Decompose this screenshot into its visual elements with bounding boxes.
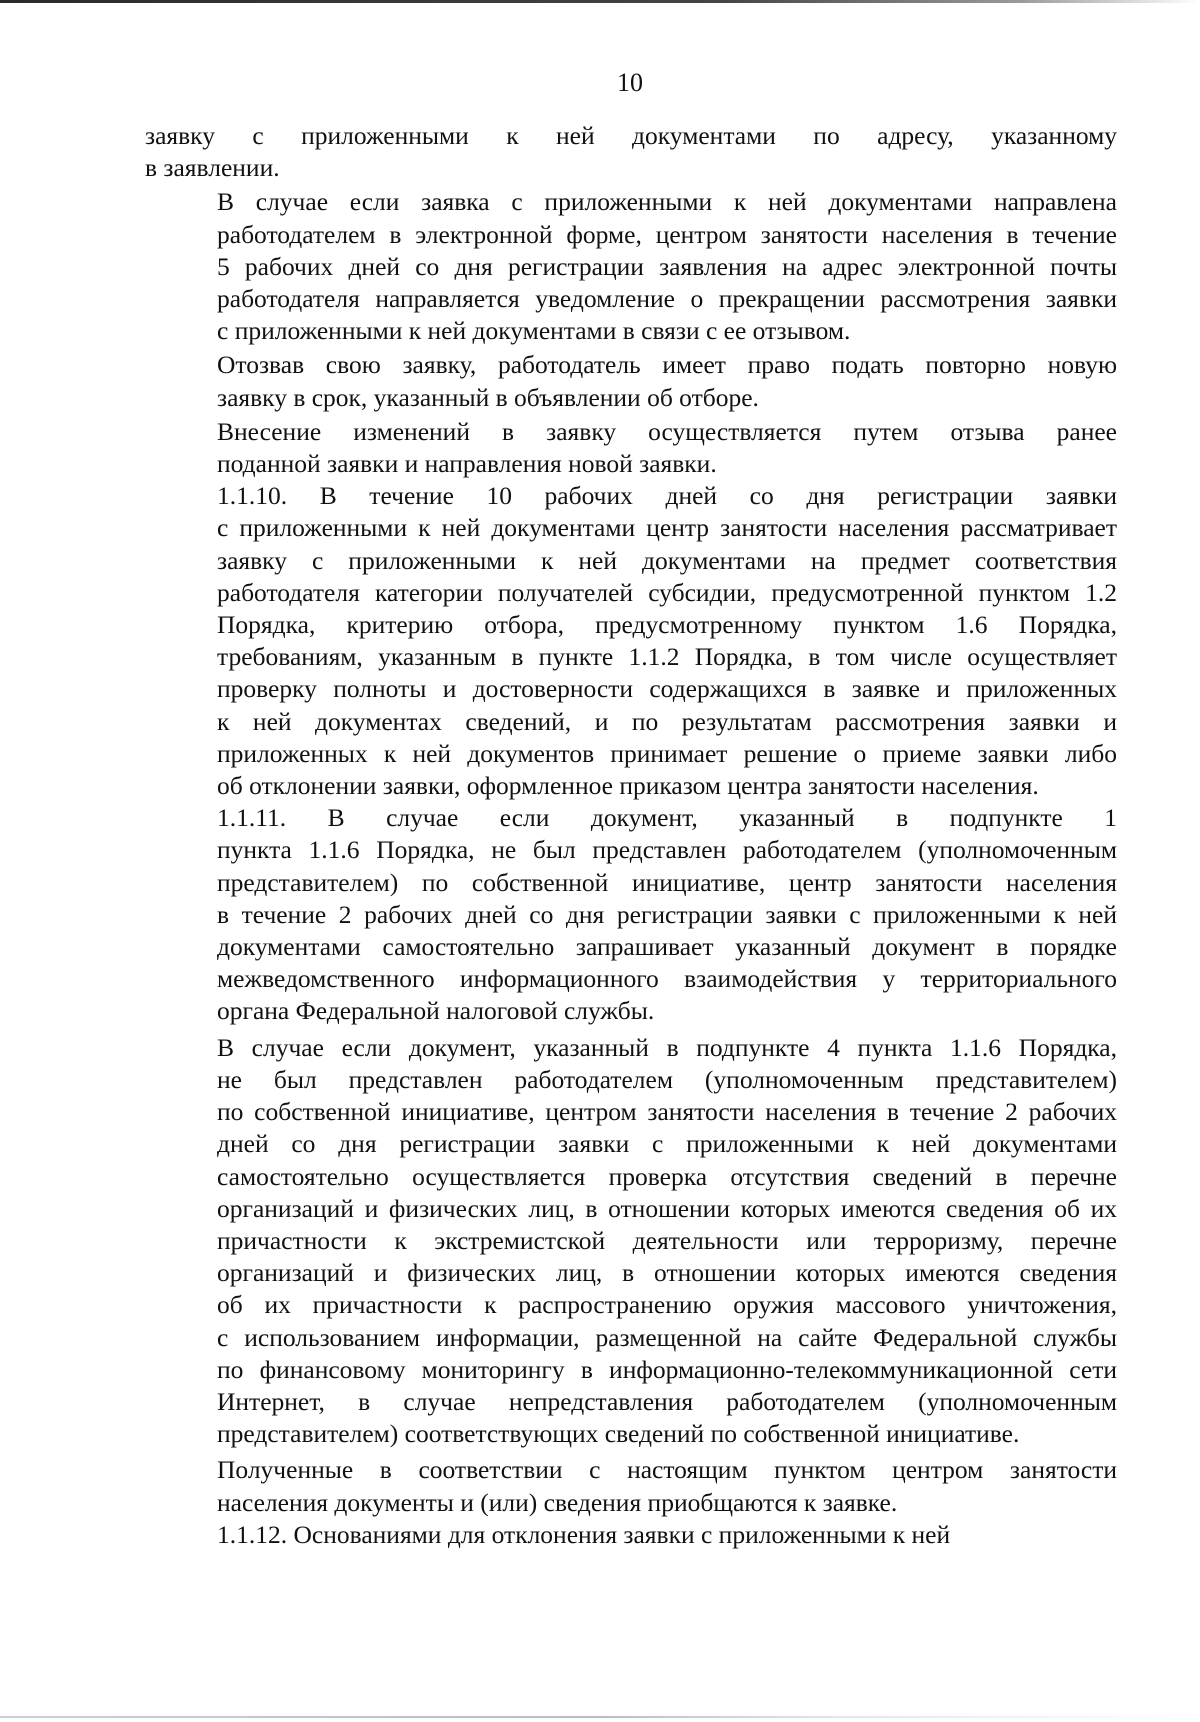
paragraph	[145, 1519, 1117, 1551]
paragraph	[145, 186, 1117, 347]
text-line: по собственной инициативе, центром занятости населения в течение 2 рабочих	[217, 1097, 1117, 1127]
text-line: населения документы и (или) сведения приобщаются к заявке.	[217, 1487, 898, 1517]
text-line: Отозвав свою заявку, работодатель имеет право подать повторно новую	[217, 350, 1117, 380]
text-line: самостоятельно осуществляется проверка отсутствия сведений в перечне	[217, 1161, 1117, 1191]
text-line: требованиям, указанным в пункте 1.1.2 Порядка, в том числе осуществляет	[217, 642, 1117, 672]
text-line: приложенных к ней документов принимает решение о приеме заявки либо	[217, 738, 1117, 768]
document-body	[145, 120, 1117, 1551]
text-line: не был представлен работодателем (уполномоченным представителем)	[217, 1064, 1117, 1094]
scan-edge-bottom	[0, 1716, 1200, 1718]
text-line: 1.1.12. Основаниями для отклонения заявки с приложенными к ней	[217, 1519, 951, 1549]
text-line: 5 рабочих дней со дня регистрации заявления на адрес электронной почты	[217, 251, 1117, 281]
text-line: заявку с приложенными к ней документами на предмет соответствия	[217, 545, 1117, 575]
text-line: в течение 2 рабочих дней со дня регистрации заявки с приложенными к ней	[217, 899, 1117, 929]
text-line: по финансовому мониторингу в информационно-телекоммуникационной сети	[217, 1354, 1117, 1384]
text-line: представителем) по собственной инициативе, центр занятости населения	[217, 867, 1117, 897]
text-line: заявку в срок, указанный в объявлении об отборе.	[217, 382, 759, 412]
text-line: 1.1.11. В случае если документ, указанный в подпункте 1	[217, 803, 1117, 833]
paragraph	[145, 416, 1117, 480]
text-line: с приложенными к ней документами центр занятости населения рассматривает	[217, 513, 1117, 543]
text-line: к ней документах сведений, и по результатам рассмотрения заявки и	[217, 706, 1117, 736]
paragraph	[145, 480, 1117, 802]
text-line: представителем) соответствующих сведений по собственной инициативе.	[217, 1419, 1020, 1449]
scan-edge-top	[0, 0, 1200, 3]
text-line: работодателя направляется уведомление о прекращении рассмотрения заявки	[217, 284, 1117, 314]
text-line: пункта 1.1.6 Порядка, не был представлен работодателем (уполномоченным	[217, 835, 1117, 865]
text-line: заявку с приложенными к ней документами по адресу, указанному	[145, 121, 1117, 150]
paragraph	[145, 120, 1117, 184]
text-line: межведомственного информационного взаимодействия у территориального	[217, 964, 1117, 994]
text-line: причастности к экстремистской деятельности или терроризму, перечне	[217, 1225, 1117, 1255]
text-line: с использованием информации, размещенной на сайте Федеральной службы	[217, 1322, 1117, 1352]
paragraph	[145, 349, 1117, 413]
text-line: проверку полноты и достоверности содержащихся в заявке и приложенных	[217, 674, 1117, 704]
text-line: работодателем в электронной форме, центром занятости населения в течение	[217, 219, 1117, 249]
text-line: В случае если документ, указанный в подпункте 4 пункта 1.1.6 Порядка,	[217, 1032, 1117, 1062]
text-line: Полученные в соответствии с настоящим пунктом центром занятости	[217, 1455, 1117, 1485]
text-line: документами самостоятельно запрашивает указанный документ в порядке	[217, 932, 1117, 962]
text-line: Порядка, критерию отбора, предусмотренному пунктом 1.6 Порядка,	[217, 610, 1117, 640]
text-line: с приложенными к ней документами в связи с ее отзывом.	[217, 316, 851, 346]
text-line: В случае если заявка с приложенными к ней документами направлена	[217, 187, 1117, 217]
text-line: работодателя категории получателей субсидии, предусмотренной пунктом 1.2	[217, 577, 1117, 607]
text-line: Внесение изменений в заявку осуществляется путем отзыва ранее	[217, 416, 1117, 446]
text-line: поданной заявки и направления новой заявки.	[217, 449, 717, 479]
text-line: об их причастности к распространению оружия массового уничтожения,	[217, 1290, 1117, 1320]
text-line: органа Федеральной налоговой службы.	[217, 996, 655, 1026]
text-line: в заявлении.	[145, 153, 280, 183]
paragraph	[145, 1032, 1117, 1451]
paragraph	[145, 1454, 1117, 1518]
text-line: организаций и физических лиц, в отношении которых имеются сведения об их	[217, 1193, 1117, 1223]
text-line: дней со дня регистрации заявки с приложенными к ней документами	[217, 1129, 1117, 1159]
text-line: Интернет, в случае непредставления работодателем (уполномоченным	[217, 1386, 1117, 1416]
text-line: 1.1.10. В течение 10 рабочих дней со дня регистрации заявки	[217, 481, 1117, 511]
text-line: об отклонении заявки, оформленное приказом центра занятости населения.	[217, 771, 1039, 801]
text-line: организаций и физических лиц, в отношении которых имеются сведения	[217, 1258, 1117, 1288]
page-number: 10	[617, 68, 643, 97]
paragraph	[145, 802, 1117, 1027]
